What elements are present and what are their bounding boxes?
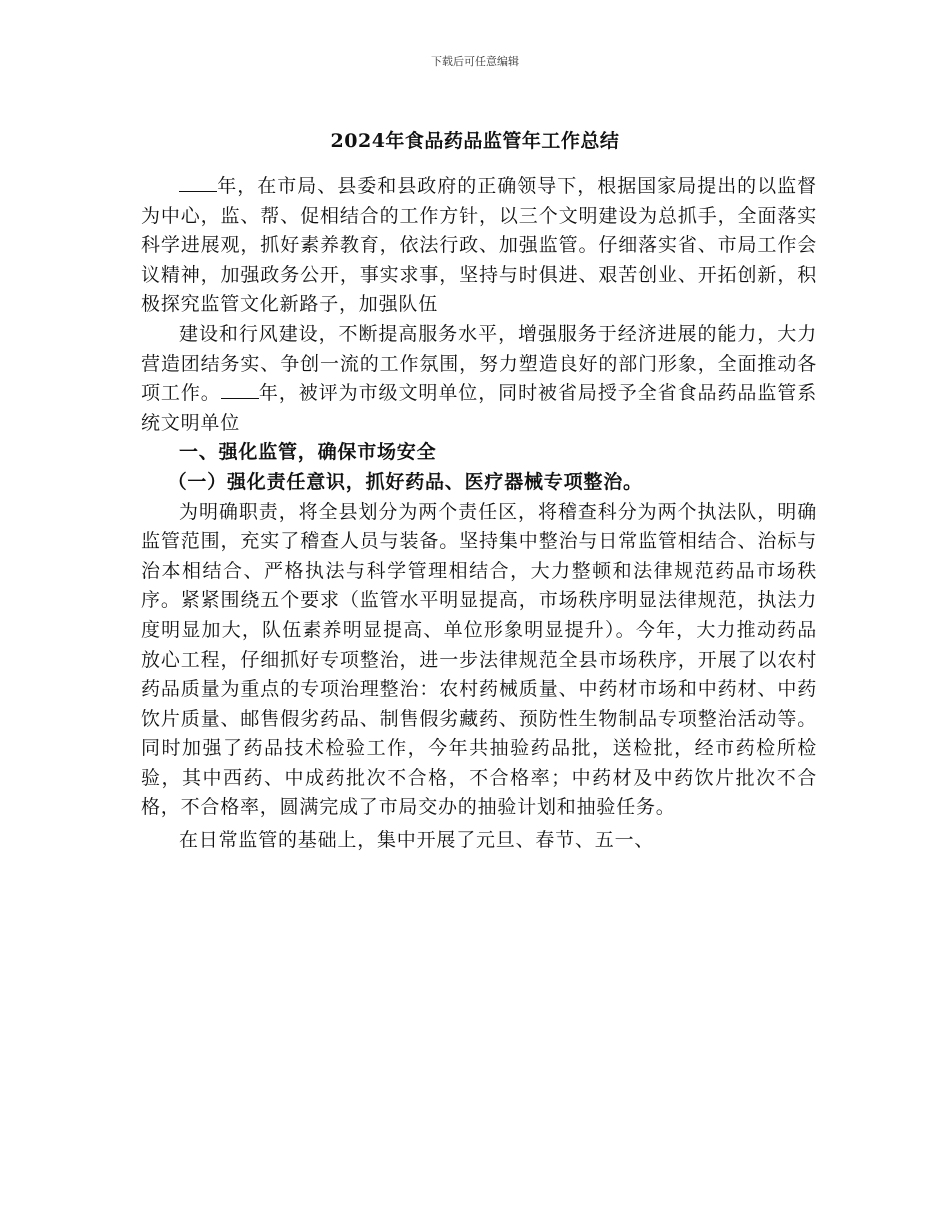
- fill-blank: [221, 382, 259, 399]
- intro-paragraph-1-text: 年，在市局、县委和县政府的正确领导下，根据国家局提出的以监督为中心，监、帮、促相结合的工作方针，以三个文明建设为总抓手，全面落实科学进展观，抓好素养教育，依法行政、加强监管。仔细落实省、市局工作会议精神，加强政务公开，事实求事，坚持与时俱进、艰苦创业、开拓创新，积极探究监管文化新路子，加强队伍: [141, 175, 817, 316]
- intro-paragraph-2: [141, 320, 817, 438]
- intro-paragraph-2-text-a: 建设和行风建设，不断提高服务水平，增强服务于经济进展的能力，大力营造团结务实、争创一流的工作氛围，努力塑造良好的部门形象，全面推动各项工作。: [141, 322, 817, 405]
- intro-paragraph-2-text-b: 年，被评为市级文明单位，同时被省局授予全省食品药品监管系统文明单位: [141, 382, 817, 434]
- header-note: 下载后可任意编辑: [431, 55, 519, 68]
- document-title: 2024年食品药品监管年工作总结: [330, 130, 620, 152]
- subsection-paragraph-1: 为明确职责，将全县划分为两个责任区，将稽查科分为两个执法队，明确监管范围，充实了稽查人员与装备。坚持集中整治与日常监管相结合、治标与治本相结合、严格执法与科学管理相结合，大力整顿和法律规范药品市场秩序。紧紧围绕五个要求（监管水平明显提高，市场秩序明显法律规范，执法力度明显加大，队伍素养明显提高、单位形象明显提升）。今年，大力推动药品放心工程，仔细抓好专项整治，进一步法律规范全县市场秩序，开展了以农村药品质量为重点的专项治理整治：农村药械质量、中药材市场和中药材、中药饮片质量、邮售假劣药品、制售假劣藏药、预防性生物制品专项整治活动等。同时加强了药品技术检验工作，今年共抽验药品批，送检批，经市药检所检验，其中西药、中成药批次不合格，不合格率；中药材及中药饮片批次不合格，不合格率，圆满完成了市局交办的抽验计划和抽验任务。: [141, 500, 817, 819]
- fill-blank: [179, 175, 217, 192]
- document-body: [141, 172, 817, 856]
- subsection-heading: （一）强化责任意识，抓好药品、医疗器械专项整治。: [167, 470, 643, 493]
- section-heading: 一、强化监管，确保市场安全: [179, 441, 437, 464]
- subsection-paragraph-2: 在日常监管的基础上，集中开展了元旦、春节、五一、: [179, 829, 655, 852]
- intro-paragraph-1: [141, 172, 817, 320]
